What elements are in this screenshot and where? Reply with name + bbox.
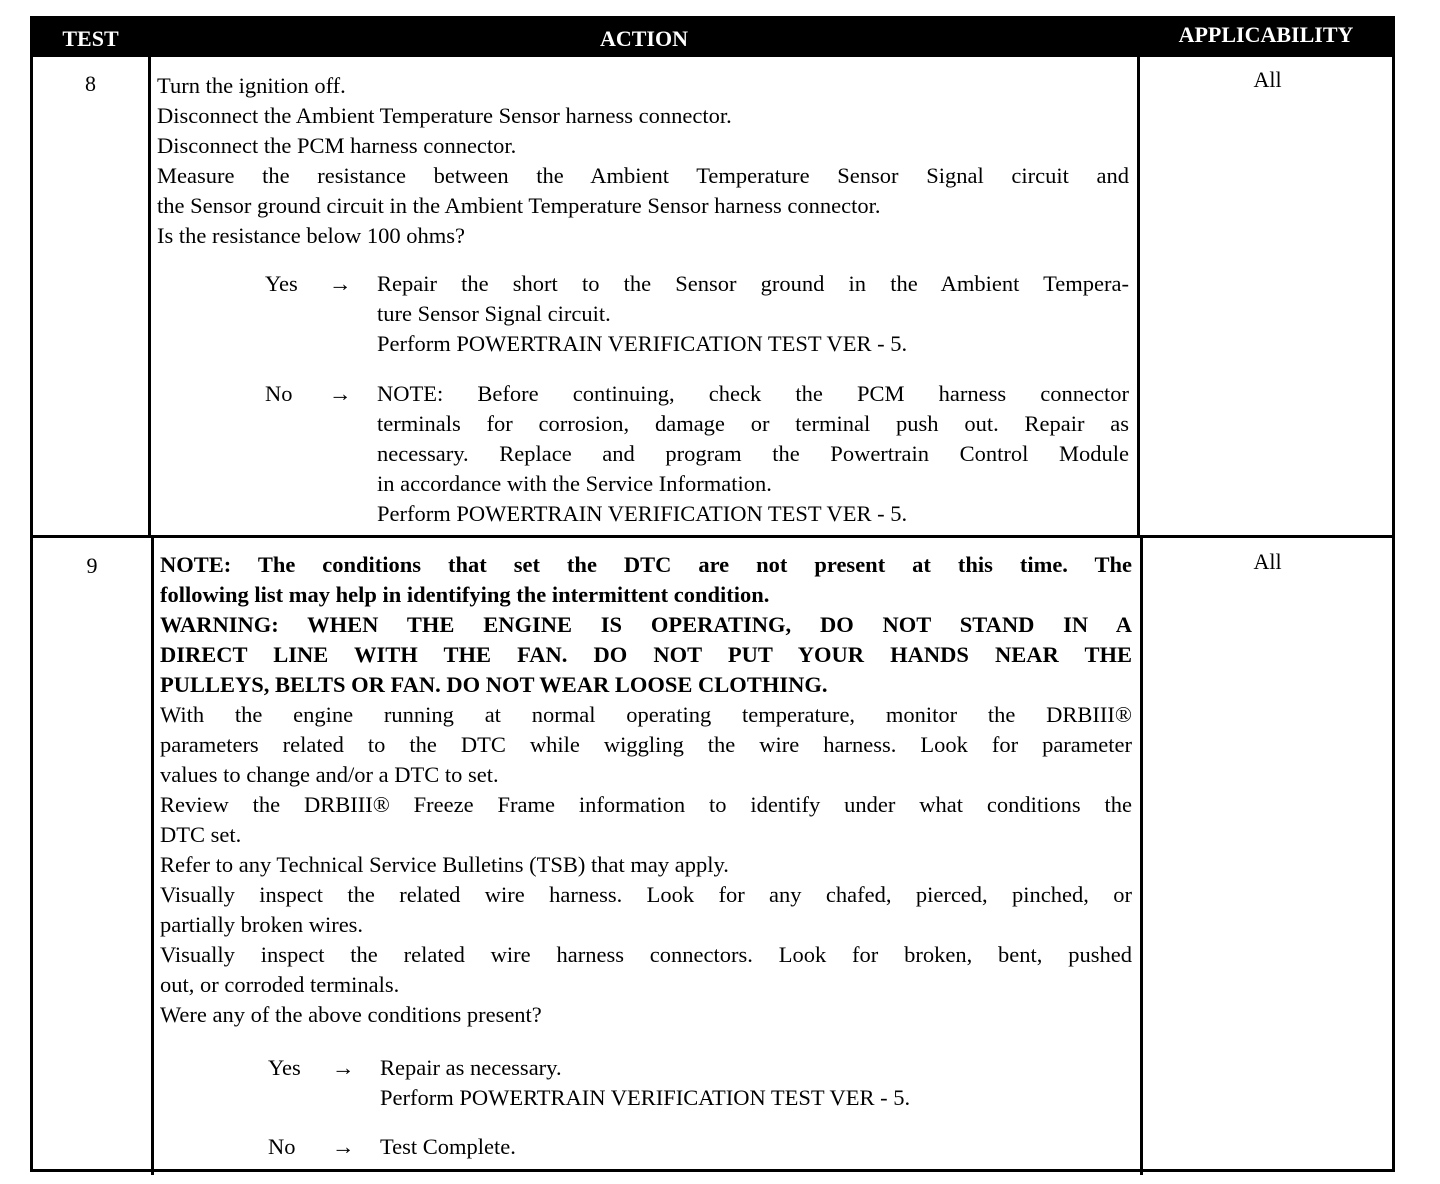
response-line: Perform POWERTRAIN VERIFICATION TEST VER - 5. [377,331,908,356]
action-line: Disconnect the Ambient Temperature Sensor harness connector. [157,103,732,128]
response-text [380,1053,1132,1113]
action-line: Refer to any Technical Service Bulletins (TSB) that may apply. [160,852,729,877]
divider [1140,535,1143,1175]
action-line: DTC set. [160,822,242,847]
arrow-icon: → [329,271,352,296]
action-line: parameters related to the DTC while wiggling the wire harness. Look for parameter [160,732,1132,757]
diagnostic-test-table [30,16,1395,1172]
response-label: No [265,381,293,406]
action-text [157,71,1129,251]
response-line: Repair as necessary. [380,1055,562,1080]
action-line: following list may help in identifying the intermittent condition. [160,582,770,607]
response-text [380,1132,1132,1162]
response-line: ture Sensor Signal circuit. [377,301,611,326]
divider [1137,57,1140,538]
response-line: Perform POWERTRAIN VERIFICATION TEST VER - 5. [380,1085,911,1110]
response-line: necessary. Replace and program the Powertrain Control Module [377,441,1129,466]
divider [148,57,151,538]
response-line: Perform POWERTRAIN VERIFICATION TEST VER - 5. [377,501,908,526]
action-line: Visually inspect the related wire harness. Look for any chafed, pierced, pinched, or [160,882,1132,907]
divider [151,535,154,1175]
action-line: Disconnect the PCM harness connector. [157,133,517,158]
action-line: PULLEYS, BELTS OR FAN. DO NOT WEAR LOOSE CLOTHING. [160,672,828,697]
action-line: Turn the ignition off. [157,73,346,98]
action-line: out, or corroded terminals. [160,972,400,997]
arrow-icon: → [332,1134,355,1159]
action-line: With the engine running at normal operating temperature, monitor the DRBIII® [160,702,1132,727]
response-label: No [268,1134,296,1159]
divider [33,535,1392,538]
response-line: Test Complete. [380,1134,516,1159]
response-text [377,379,1129,529]
action-line: DIRECT LINE WITH THE FAN. DO NOT PUT YOUR HANDS NEAR THE [160,642,1132,667]
arrow-icon: → [329,381,352,406]
action-line: Visually inspect the related wire harness connectors. Look for broken, bent, pushed [160,942,1132,967]
action-text [160,550,1132,1030]
header-applicability: APPLICABILITY [1178,22,1354,47]
action-line: Were any of the above conditions present? [160,1002,542,1027]
action-line: Measure the resistance between the Ambient Temperature Sensor Signal circuit and [157,163,1129,188]
applicability: All [1253,67,1282,92]
header-action: ACTION [599,26,688,51]
action-line: Is the resistance below 100 ohms? [157,223,466,248]
action-line: the Sensor ground circuit in the Ambient Temperature Sensor harness connector. [157,193,881,218]
action-line: NOTE: The conditions that set the DTC are not present at this time. The [160,552,1132,577]
response-line: terminals for corrosion, damage or terminal push out. Repair as [377,411,1129,436]
arrow-icon: → [332,1055,355,1080]
response-line: in accordance with the Service Information. [377,471,772,496]
response-line: Repair the short to the Sensor ground in the Ambient Tempera- [377,271,1129,296]
test-number: 8 [85,71,96,96]
header-test: TEST [62,26,119,51]
response-text [377,269,1129,359]
action-line: WARNING: WHEN THE ENGINE IS OPERATING, DO NOT STAND IN A [160,612,1132,637]
test-number: 9 [86,553,98,578]
action-line: partially broken wires. [160,912,364,937]
response-label: Yes [265,271,298,296]
applicability: All [1253,549,1282,574]
action-line: values to change and/or a DTC to set. [160,762,499,787]
response-line: NOTE: Before continuing, check the PCM harness connector [377,381,1129,406]
action-line: Review the DRBIII® Freeze Frame information to identify under what conditions the [160,792,1132,817]
table-header [33,19,1392,57]
response-label: Yes [268,1055,301,1080]
